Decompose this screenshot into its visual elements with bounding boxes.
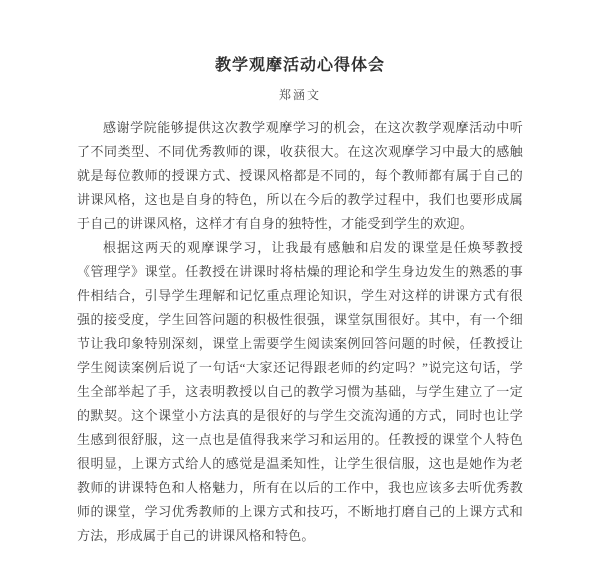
paragraph: 根据这两天的观摩课学习，让我最有感触和启发的课堂是任焕琴教授《管理学》课堂。任教授在讲课时将枯燥的理论和学生身边发生的熟悉的事件相结合，引导学生理解和记忆重点理论知识，学生对这样的讲课方式有很强的接受度，学生回答问题的积极性很强，课堂氛围很好。其中，有一个细节让我印象特别深刻，课堂上需要学生阅读案例回答问题的时候，任教授让学生阅读案例后说了一句话“大家还记得跟老师的约定吗？”说完这句话，学生全部举起了手，这表明教授以自己的教学习惯为基础，与学生建立了一定的默契。这个课堂小方法真的是很好的与学生交流沟通的方式，同时也让学生感到很舒服，这一点也是值得我来学习和运用的。任教授的课堂个人特色很明显，上课方式给人的感觉是温柔知性，让学生很信服，这也是她作为老教师的讲课特色和人格魅力，所有在以后的工作中，我也应该多去听优秀教师的课堂，学习优秀教师的上课方式和技巧，不断地打磨自己的上课方式和方法，形成属于自己的讲课风格和特色。 bbox=[77, 240, 523, 543]
document-body bbox=[77, 116, 523, 548]
author-byline: 郑涵文 bbox=[278, 88, 321, 102]
document-title: 教学观摩活动心得体会 bbox=[214, 57, 385, 74]
paragraph: 感谢学院能够提供这次教学观摩学习的机会，在这次教学观摩活动中听了不同类型、不同优秀教师的课，收获很大。在这次观摩学习中最大的感触就是每位教师的授课方式、授课风格都是不同的，每个教师都有属于自己的讲课风格，这也是自身的特色，所以在今后的教学过程中，我们也要形成属于自己的讲课风格，这样才有自身的独特性，才能受到学生的欢迎。 bbox=[77, 120, 523, 231]
